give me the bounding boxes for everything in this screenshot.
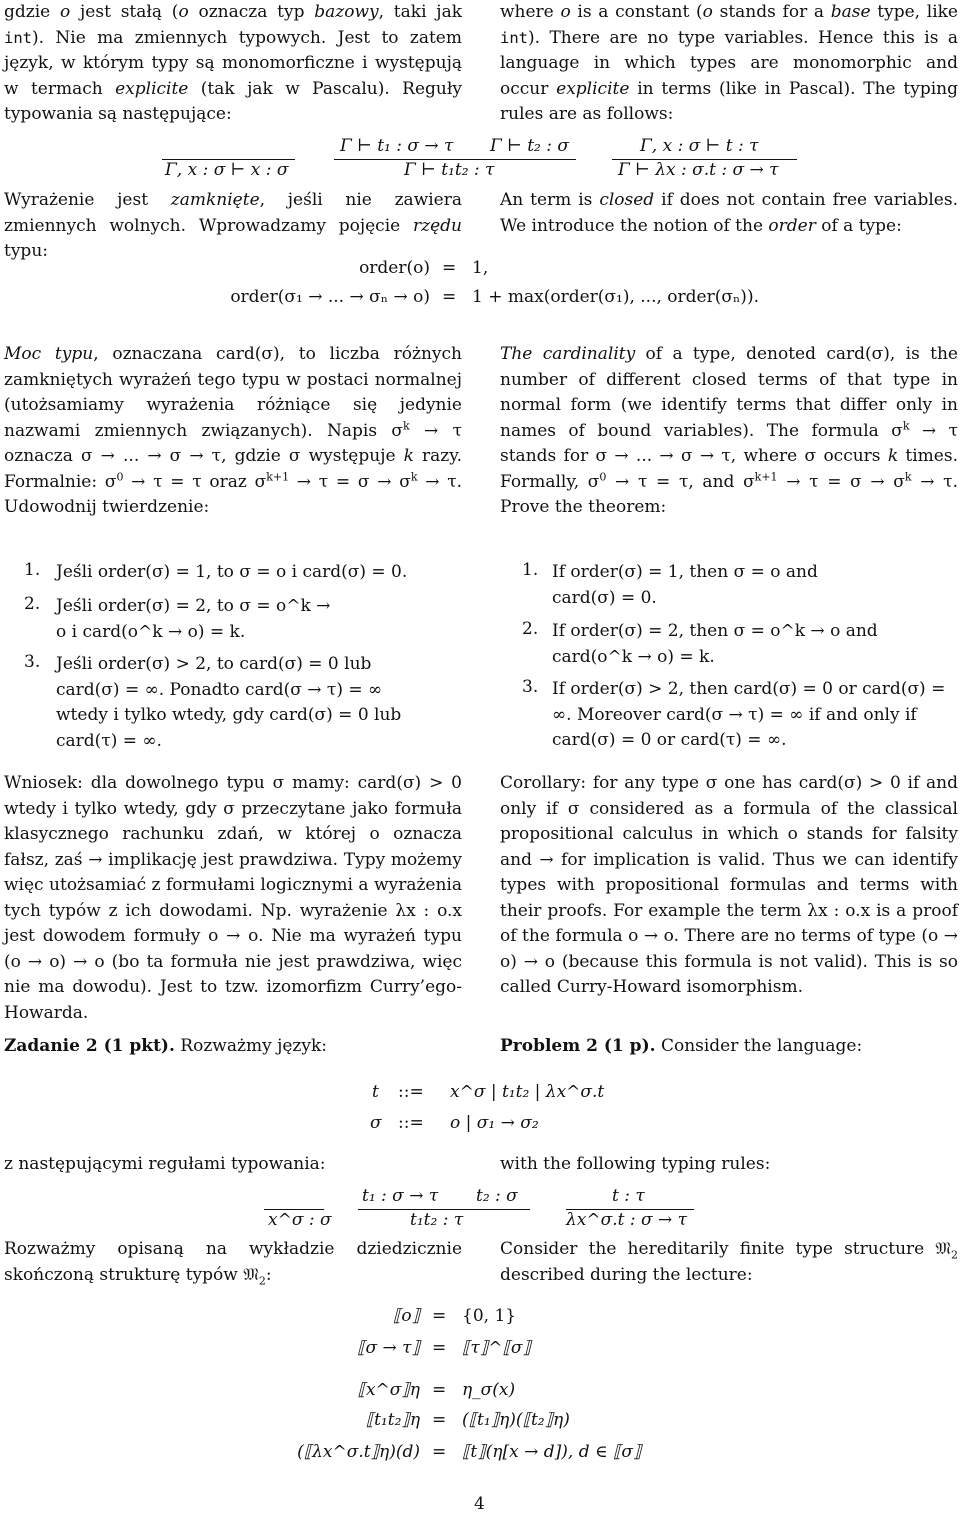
pl-item-text: Jeśli order(σ) > 2, to card(σ) = 0 lub card(σ) = ∞. Ponadto card(σ → τ) = ∞ wtedy i tylko wtedy, gdy card(σ) = 0 lub card(τ) = ∞. <box>56 654 402 751</box>
pl-structure: Rozważmy opisaną na wykładzie dziedzicznie skończoną strukturę typów 𝔐$_2$: <box>4 1239 462 1287</box>
pl-cardinality: Moc typu, oznaczana card(σ), to liczba różnych zamkniętych wyrażeń tego typu w postaci normalnej (utożsamiamy wyrażenia różniące się jedynie nazwami zmiennych związanych). Napis $\sigma^k \to \tau$ oznacza σ → ... → σ → τ, gdzie σ występuje k razy. Formalnie: $\sigma^0 \to \tau = \tau$ oraz $\sigma^{k+1} \to \tau = \sigma \to \sigma^k \to \tau$. Udowodnij twierdzenie: <box>4 344 463 517</box>
pl-rules-intro: z następującymi regułami typowania: <box>4 1154 326 1174</box>
rule-app-conclusion: Γ ⊢ t₁t₂ : τ <box>404 160 495 180</box>
en-item-text: If order(σ) = 1, then σ = o and card(σ) = 0. <box>552 562 818 608</box>
sem-eq: = <box>432 1410 447 1430</box>
rule2-app-premise-2: t₂ : σ <box>476 1186 518 1206</box>
en-structure: Consider the hereditarily finite type structure 𝔐$_2$ described during the lecture: <box>500 1239 958 1285</box>
sem-lhs: ⟦t₁t₂⟧η <box>365 1410 420 1430</box>
sem-eq: = <box>432 1380 447 1400</box>
sem-eq: = <box>432 1306 447 1326</box>
pl-item-number: 1. <box>24 560 41 580</box>
en-closed: An term is closed if does not contain free variables. We introduce the notion of the order of a type: <box>500 190 958 236</box>
rule-app-premise-2: Γ ⊢ t₂ : σ <box>490 136 570 156</box>
en-corollary: Corollary: for any type σ one has card(σ) > 0 if and only if σ considered as a formula of the classical propositional calculus in which o stands for falsity and → for implication is valid. Thus we can identify types with propositional formulas and terms with their proofs. For example the term λx : o.x is a proof of the formula o → o. There are no terms of type (o → o) → o (because this formula is not valid). This is so called Curry-Howard isomorphism. <box>500 773 958 997</box>
pl-corollary: Wniosek: dla dowolnego typu σ mamy: card(σ) > 0 wtedy i tylko wtedy, gdy σ przeczytane jako formuła klasycznego rachunku zdań, w której o oznacza fałsz, zaś → implikację jest prawdziwa. Typy możemy więc utożsamiać z formułami logicznymi a wyrażenia tych typów z ich dowodami. Np. wyrażenie λx : o.x jest dowodem formuły o → o. Nie ma wyrażeń typu (o → o) → o (bo ta formuła nie jest prawdziwa, więc nie ma dowodu). Jest to tzw. izomorfizm Curry’ego-Howarda. <box>4 773 462 1023</box>
order-eq-1-sign: = <box>442 258 457 278</box>
en-problem-heading: Problem 2 (1 p). Consider the language: <box>500 1036 863 1056</box>
grammar-lhs: σ <box>370 1113 382 1133</box>
page-number: 4 <box>474 1494 485 1514</box>
pl-closed: Wyrażenie jest zamknięte, jeśli nie zawiera zmiennych wolnych. Wprowadzamy pojęcie rzędu typu: <box>4 190 462 261</box>
sem-lhs: ⟦x^σ⟧η <box>357 1380 420 1400</box>
sem-eq: = <box>432 1442 447 1462</box>
sem-rhs: (⟦t₁⟧η)(⟦t₂⟧η) <box>462 1410 570 1430</box>
rule-abs-premise: Γ, x : σ ⊢ t : τ <box>640 136 759 156</box>
rule2-app-conclusion: t₁t₂ : τ <box>410 1210 464 1230</box>
en-intro: where o is a constant (o stands for a base type, like int). There are no type variables. Hence this is a language in which types are monomorphic and occur explicite in terms (like in Pascal). The typing rules are as follows: <box>500 2 958 124</box>
en-rules-intro: with the following typing rules: <box>500 1154 771 1174</box>
rule2-abs-premise: t : τ <box>612 1186 645 1206</box>
grammar-def: ::= <box>398 1113 424 1133</box>
sem-rhs: η_σ(x) <box>462 1380 516 1400</box>
rule2-var-conclusion: x^σ : σ <box>268 1210 332 1230</box>
en-item-number: 2. <box>522 619 539 639</box>
en-item-number: 1. <box>522 560 539 580</box>
en-item-text: If order(σ) = 2, then σ = o^k → o and card(o^k → o) = k. <box>552 621 878 667</box>
pl-intro: gdzie o jest stałą (o oznacza typ bazowy, taki jak int). Nie ma zmiennych typowych. Jest to zatem język, w którym typy są monomorficzne i występują w termach explicite (tak jak w Pascalu). Reguły typowania są następujące: <box>4 2 462 124</box>
sem-eq: = <box>432 1338 447 1358</box>
order-eq-1-lhs: order(o) <box>359 258 430 278</box>
rule-var-bar <box>162 159 295 160</box>
en-item-number: 3. <box>522 677 539 697</box>
order-eq-2-sign: = <box>442 287 457 307</box>
pl-item-number: 3. <box>24 652 41 672</box>
grammar-lhs: t <box>372 1082 379 1102</box>
rule2-app-premise-1: t₁ : σ → τ <box>362 1186 439 1206</box>
sem-rhs: {0, 1} <box>462 1306 517 1326</box>
rule-abs-conclusion: Γ ⊢ λx : σ.t : σ → τ <box>618 160 779 180</box>
pl-problem-heading: Zadanie 2 (1 pkt). Rozważmy język: <box>4 1036 327 1056</box>
rule2-abs-conclusion: λx^σ.t : σ → τ <box>566 1210 688 1230</box>
grammar-def: ::= <box>398 1082 424 1102</box>
grammar-rhs: o | σ₁ → σ₂ <box>450 1113 539 1133</box>
sem-rhs: ⟦t⟧(η[x → d]), d ∈ ⟦σ⟧ <box>462 1442 642 1462</box>
grammar-rhs: x^σ | t₁t₂ | λx^σ.t <box>450 1082 605 1102</box>
rule-app-premise-1: Γ ⊢ t₁ : σ → τ <box>340 136 454 156</box>
sem-rhs: ⟦τ⟧^⟦σ⟧ <box>462 1338 531 1358</box>
en-item-text: If order(σ) > 2, then card(σ) = 0 or card(σ) = ∞. Moreover card(σ → τ) = ∞ if and only if card(σ) = 0 or card(τ) = ∞. <box>552 679 946 750</box>
sem-lhs: ⟦σ → τ⟧ <box>357 1338 420 1358</box>
order-eq-2-rhs: 1 + max(order(σ₁), ..., order(σₙ)). <box>472 287 759 307</box>
order-eq-2-lhs: order(σ₁ → ... → σₙ → o) <box>230 287 430 307</box>
order-eq-1-rhs: 1, <box>472 258 489 278</box>
pl-item-text: Jeśli order(σ) = 1, to σ = o i card(σ) = 0. <box>56 562 408 582</box>
pl-item-text: Jeśli order(σ) = 2, to σ = o^k → o i card(o^k → o) = k. <box>56 596 331 642</box>
rule-var-conclusion: Γ, x : σ ⊢ x : σ <box>165 160 289 180</box>
en-cardinality: The cardinality of a type, denoted card(σ), is the number of different closed terms of that type in normal form (we identify terms that differ only in names of bound variables). The formula $\sigma^k \to \tau$ stands for σ → ... → σ → τ, where σ occurs k times. Formally, $\sigma^0 \to \tau = \tau$, and $\sigma^{k+1} \to \tau = \sigma \to \sigma^k \to \tau$. Prove the theorem: <box>500 344 958 517</box>
pl-item-number: 2. <box>24 594 41 614</box>
sem-lhs: ⟦o⟧ <box>392 1306 420 1326</box>
rule2-var-bar <box>264 1209 324 1210</box>
sem-lhs: (⟦λx^σ.t⟧η)(d) <box>297 1442 420 1462</box>
